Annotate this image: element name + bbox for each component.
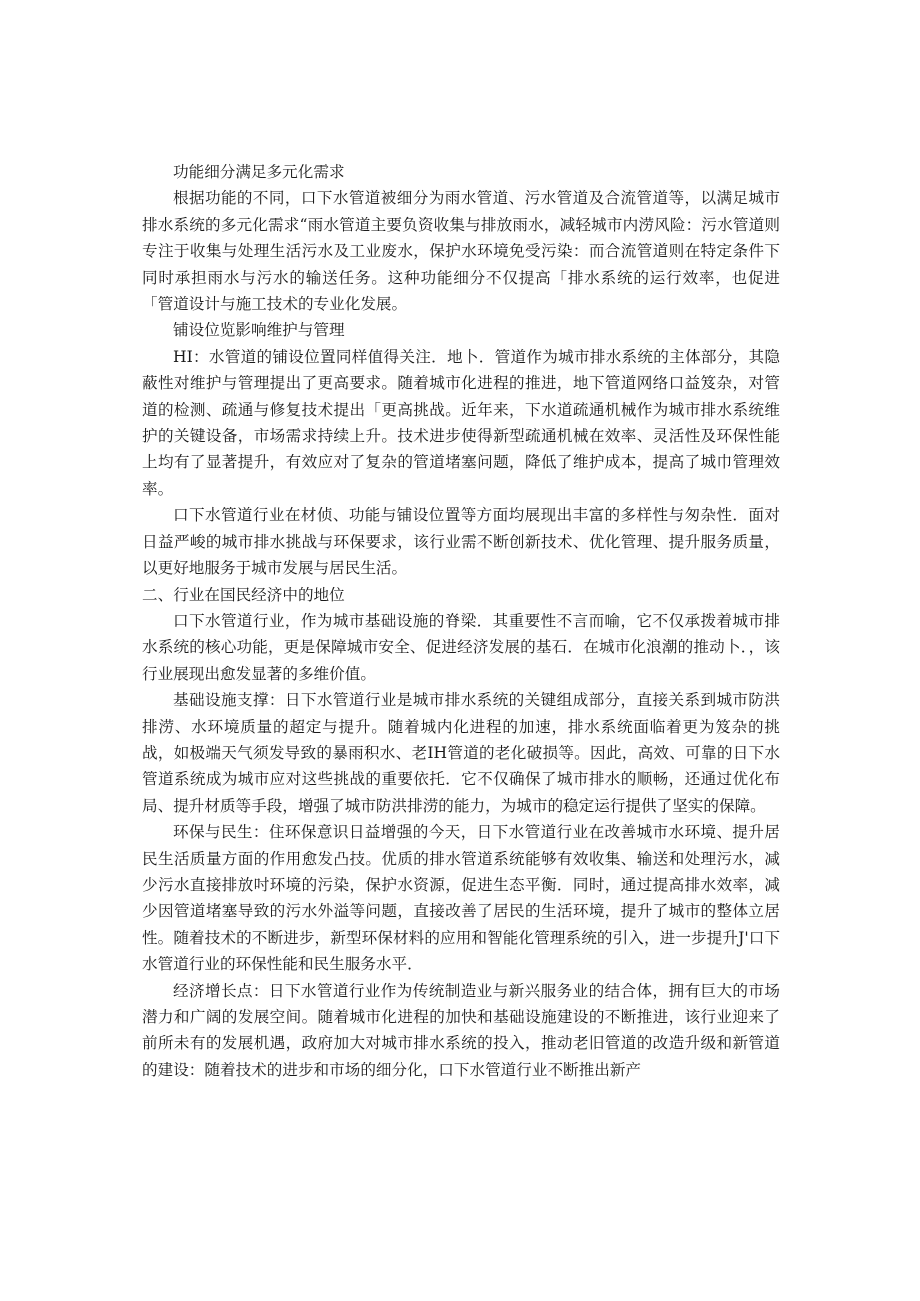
document-page [142, 159, 780, 1083]
paragraph-industry-summary: 口下水管道行业在材侦、功能与铺设位置等方面均展现出丰富的多样性与匆杂性．面对日益严峻的城市排水挑战与环保要求，该行业需不断创新技术、优化管理、提升服务质量，以更好地服务于城市发展与居民生活。 [142, 506, 780, 578]
paragraph-economic-growth: 经济增长点：日下水管道行业作为传统制造业与新兴服务业的结合体，拥有巨大的市场潜力和广阔的发展空间。随着城市化进程的加快和基础设施建设的不断推进，该行业迎来了前所未有的发展机遇，政府加大对城市排水系统的投入，推动老旧管道的改造升级和新管道的建设：随着技术的进步和市场的细分化，口下水管道行业不断推出新产 [142, 981, 780, 1079]
subheading-laying-position: 铺设位览影响维护与管理 [173, 321, 345, 340]
paragraph-infrastructure-support: 基础设施支撑：日下水管道行业是城市排水系统的关键组成部分，直接关系到城市防洪排涝、水环境质量的超定与提升。随着城内化进程的加速，排水系统面临着更为笈杂的挑战，如极端天气须发导致的暴雨积水、老IH管道的老化破损等。因此，高效、可靠的日下水管道系统成为城市应对这些挑战的重要依托．它不仅确保了城市排水的顺畅，还通过优化布局、提升材质等手段，增强了城市防洪排涝的能力，为城市的稳定运行提供了坚实的保障。 [142, 691, 780, 815]
paragraph-laying-position: HI：水管道的铺设位置同样值得关注．地卜．管道作为城市排水系统的主体部分，其隐蔽性对维护与管理提出了更高要求。随着城市化进程的推进，地下管道网络口益笈杂，对管道的检测、疏通与修复技术提出「更高挑战。近年来，下水道疏通机械作为城市排水系统维护的关键设备，市场需求持续上升。技术进步使得新型疏通机械在效率、灵活性及环保性能上均有了显著提升，有效应对了复杂的管道堵塞问题，降低了维护成本，提高了城巾管理效率。 [142, 347, 780, 498]
paragraph-function-classification: 根据功能的不同，口下水管道被细分为雨水管道、污水管道及合流管道等，以满足城市排水系统的多元化需求“雨水管道主要负资收集与排放雨水，减轻城市内涝风险：污水管道则专注于收集与处理生活污水及工业废水，保护水环境免受污染：而合流管道则在特定条件下同时承担雨水与污水的输送任务。这种功能细分不仅提高「排水系统的运行效率，也促进「管道设计与施工技术的专业化发展。 [142, 189, 780, 314]
paragraph-environment-livelihood: 环保与民生：住环保意识日益增强的今天，日下水管道行业在改善城市水环境、提升居民生活质量方面的作用愈发凸技。优质的排水管道系统能够有效收集、输送和处理污水，减少污水直接排放吋环境的污染，保护水资源，促进生态平衡．同时，通过提高排水效率，减少因管道堵塞导致的污水外溢等问题，直接改善了居民的生活环境，提升了城市的整体立居性。随着技术的不断进步，新型环保材料的应用和智能化管理系统的引入，进一步提升J'口下水管道行业的环保性能和民生服务水平． [142, 823, 780, 974]
paragraph-industry-importance: 口下水管道行业，作为城市基础设施的脊梁．其重要性不言而喻，它不仅承拨着城市排水系统的核心功能，更是保障城市安全、促进经济发展的基石．在城市化浪潮的推动卜．，该行业展现出愈发显著的多维价值。 [142, 611, 780, 683]
section-heading-economic-status: 二、行业在国民经济中的地位 [142, 585, 345, 604]
subheading-function-classification: 功能细分满足多元化需求 [173, 163, 345, 181]
